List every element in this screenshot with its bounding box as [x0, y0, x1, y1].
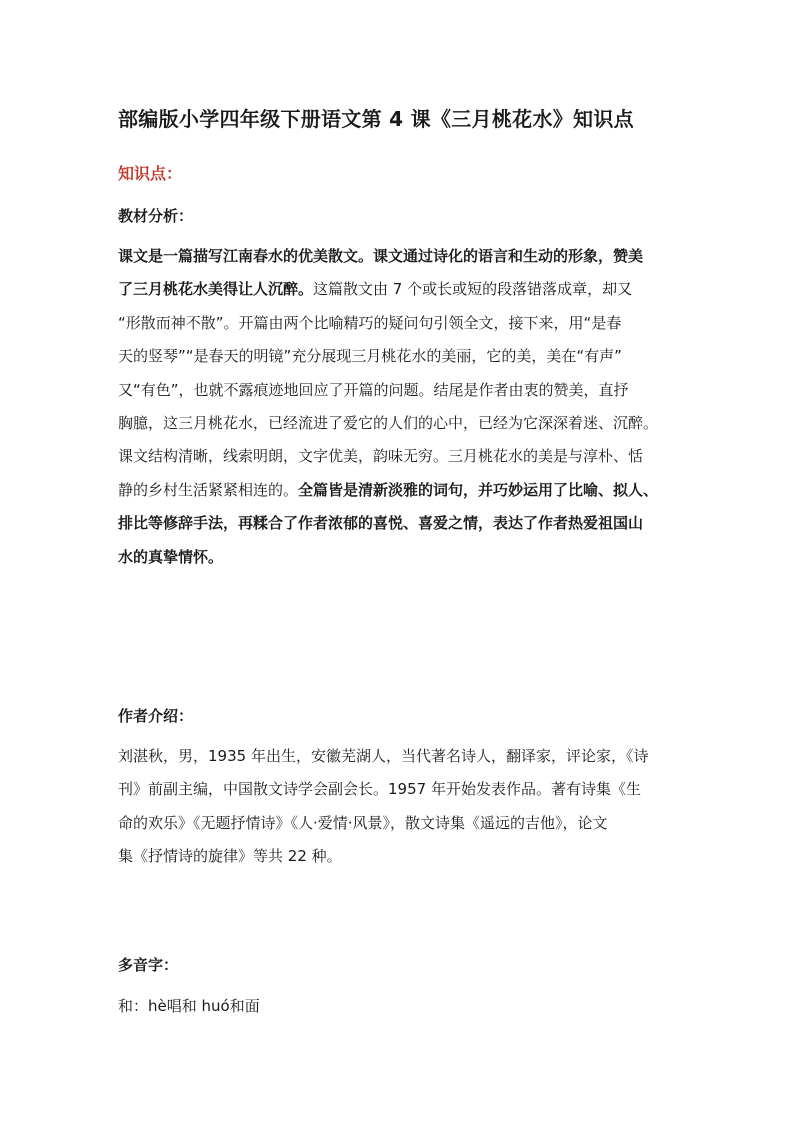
author-heading: 作者介绍：: [118, 707, 194, 725]
analysis-line: 水的真挚情怀。: [118, 547, 224, 566]
author-line: 刘湛秋，男，1935 年出生，安徽芜湖人，当代著名诗人，翻译家，评论家，《诗: [118, 747, 649, 765]
analysis-line: 天的竖琴”“是春天的明镜”充分展现三月桃花水的美丽，它的美，美在“有声”: [118, 347, 622, 366]
analysis-heading: 教材分析：: [118, 207, 194, 225]
polyphone-paragraph: [118, 990, 678, 1023]
analysis-line: 排比等修辞手法，再糅合了作者浓郁的喜悦、喜爱之情，表达了作者热爱祖国山: [118, 514, 644, 533]
analysis-line: 又“有色”，也就不露痕迹地回应了开篇的问题。结尾是作者由衷的赞美，直抒: [118, 380, 629, 399]
polyphone-heading: 多音字：: [118, 956, 179, 974]
author-line: 命的欢乐》《无题抒情诗》《人·爱情·风景》，散文诗集《遥远的吉他》，论文: [118, 813, 608, 832]
analysis-line: 静的乡村生活紧紧相连的。全篇皆是清新淡雅的词句，并巧妙运用了比喻、拟人、: [118, 480, 659, 499]
author-line: 刊》前副主编，中国散文诗学会副会长。1957 年开始发表作品。著有诗集《生: [118, 780, 641, 799]
analysis-line: 了三月桃花水美得让人沉醉。这篇散文由 7 个或长或短的段落错落成章，却又: [118, 280, 633, 299]
author-paragraph: [118, 740, 678, 874]
author-line: 集《抒情诗的旋律》等共 22 种。: [118, 847, 342, 866]
knowledge-heading: 知识点：: [118, 164, 183, 183]
analysis-line: 胸臆，这三月桃花水，已经流进了爱它的人们的心中，已经为它深深着迷、沉醉。: [118, 413, 659, 432]
analysis-line: 课文结构清晰，线索明朗，文字优美，韵味无穷。三月桃花水的美是与淳朴、恬: [118, 447, 644, 466]
page-title: 部编版小学四年级下册语文第 4 课《三月桃花水》知识点: [118, 107, 634, 131]
analysis-line: 课文是一篇描写江南春水的优美散文。课文通过诗化的语言和生动的形象，赞美: [118, 247, 644, 265]
polyphone-line: 和：hè唱和 huó和面: [118, 997, 260, 1015]
analysis-paragraph: [118, 240, 678, 574]
analysis-line: “形散而神不散”。开篇由两个比喻精巧的疑问句引领全文，接下来，用“是春: [118, 313, 622, 332]
